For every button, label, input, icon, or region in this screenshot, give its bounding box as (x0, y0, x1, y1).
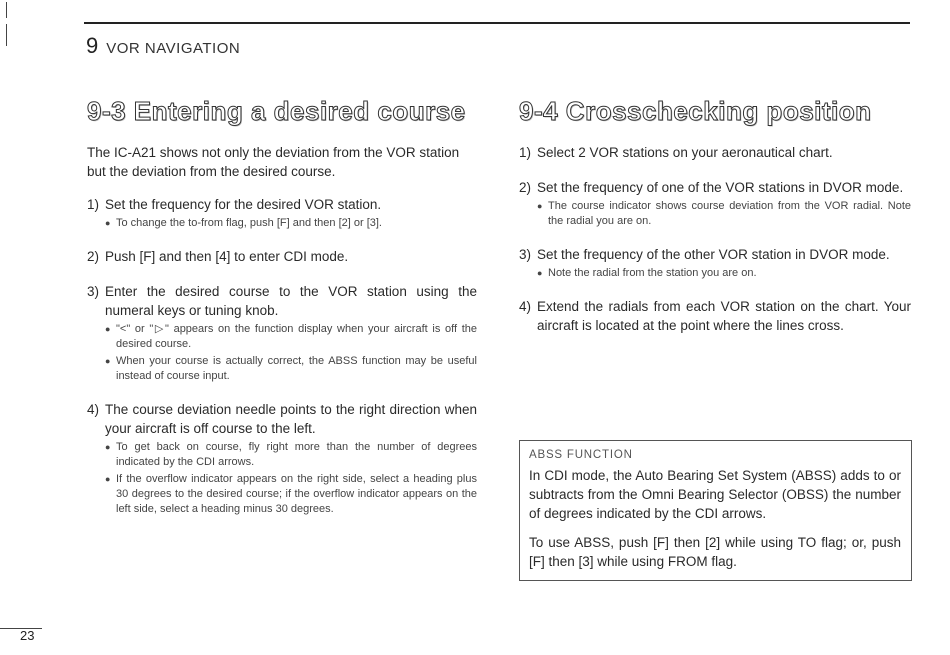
step-text: Set the frequency of one of the VOR stations in DVOR mode. (537, 180, 904, 195)
step-number: 3) (519, 247, 532, 262)
step-text: Enter the desired course to the VOR station using the numeral keys or tuning knob. (105, 284, 477, 318)
step-text: Set the frequency for the desired VOR station. (105, 197, 382, 212)
step-number: 2) (519, 180, 532, 195)
margin-mark (6, 24, 7, 46)
box-title: ABSS FUNCTION (529, 449, 633, 461)
step-text: Extend the radials from each VOR station on the chart. Your aircraft is located at the point where the lines cross. (537, 299, 911, 333)
step-text: Push [F] and then [4] to enter CDI mode. (105, 249, 349, 264)
step-item (519, 143, 911, 162)
bullet-icon: ● (537, 268, 543, 278)
step-note: "<" or "▷" appears on the function display when your aircraft is off the desired course. (116, 323, 477, 350)
bullet-icon: ● (537, 201, 543, 211)
bullet-icon: ● (105, 474, 111, 484)
bullet-icon: ● (105, 324, 111, 334)
step-note: If the overflow indicator appears on the right side, select a heading plus 30 degrees to the desired course; if the overflow indicator appears on the left side, select a heading minus 30 degrees. (116, 473, 477, 515)
step-item (87, 400, 477, 517)
step-item (519, 178, 911, 229)
step-item (519, 245, 911, 281)
step-text: Select 2 VOR stations on your aeronautical chart. (537, 145, 833, 160)
abss-info-box (519, 440, 912, 581)
bullet-icon: ● (105, 356, 111, 366)
step-number: 2) (87, 249, 100, 264)
step-item (87, 282, 477, 384)
step-note: The course indicator shows course deviation from the VOR radial. Note the radial you are on. (548, 200, 911, 227)
step-number: 1) (519, 145, 532, 160)
step-note: To change the to-from flag, push [F] and then [2] or [3]. (116, 217, 382, 229)
bullet-icon: ● (105, 442, 111, 452)
box-paragraph: In CDI mode, the Auto Bearing Set System (ABSS) adds to or subtracts from the Omni Bearing Selector (OBSS) the number of degrees indicated by the CDI arrows. (529, 468, 901, 521)
step-number: 4) (519, 299, 532, 314)
page-number: 23 (20, 628, 35, 643)
right-column (519, 96, 911, 351)
step-note: Note the radial from the station you are on. (548, 267, 757, 279)
step-note: When your course is actually correct, the ABSS function may be useful instead of course input. (116, 355, 477, 382)
section-title-crosschecking: 9-4 Crosschecking position (519, 96, 872, 126)
step-item (87, 247, 477, 266)
box-paragraph: To use ABSS, push [F] then [2] while using TO flag; or, push [F] then [3] while using FROM flag. (529, 535, 901, 569)
left-column (87, 96, 477, 533)
chapter-title: VOR NAVIGATION (106, 40, 241, 57)
section-title-entering-course: 9-3 Entering a desired course (87, 96, 466, 126)
step-number: 4) (87, 402, 100, 417)
step-item (519, 297, 911, 335)
chapter-header (86, 33, 240, 59)
step-number: 3) (87, 284, 100, 299)
step-item (87, 195, 477, 231)
section-intro: The IC-A21 shows not only the deviation from the VOR station but the deviation from the desired course. (87, 145, 460, 179)
step-text: The course deviation needle points to the right direction when your aircraft is off course to the left. (105, 402, 477, 436)
chapter-number: 9 (86, 33, 99, 58)
margin-mark (6, 2, 7, 18)
step-text: Set the frequency of the other VOR station in DVOR mode. (537, 247, 890, 262)
step-note: To get back on course, fly right more than the number of degrees indicated by the CDI arrows. (116, 441, 477, 468)
header-rule (84, 22, 910, 24)
bullet-icon: ● (105, 218, 111, 228)
step-number: 1) (87, 197, 100, 212)
